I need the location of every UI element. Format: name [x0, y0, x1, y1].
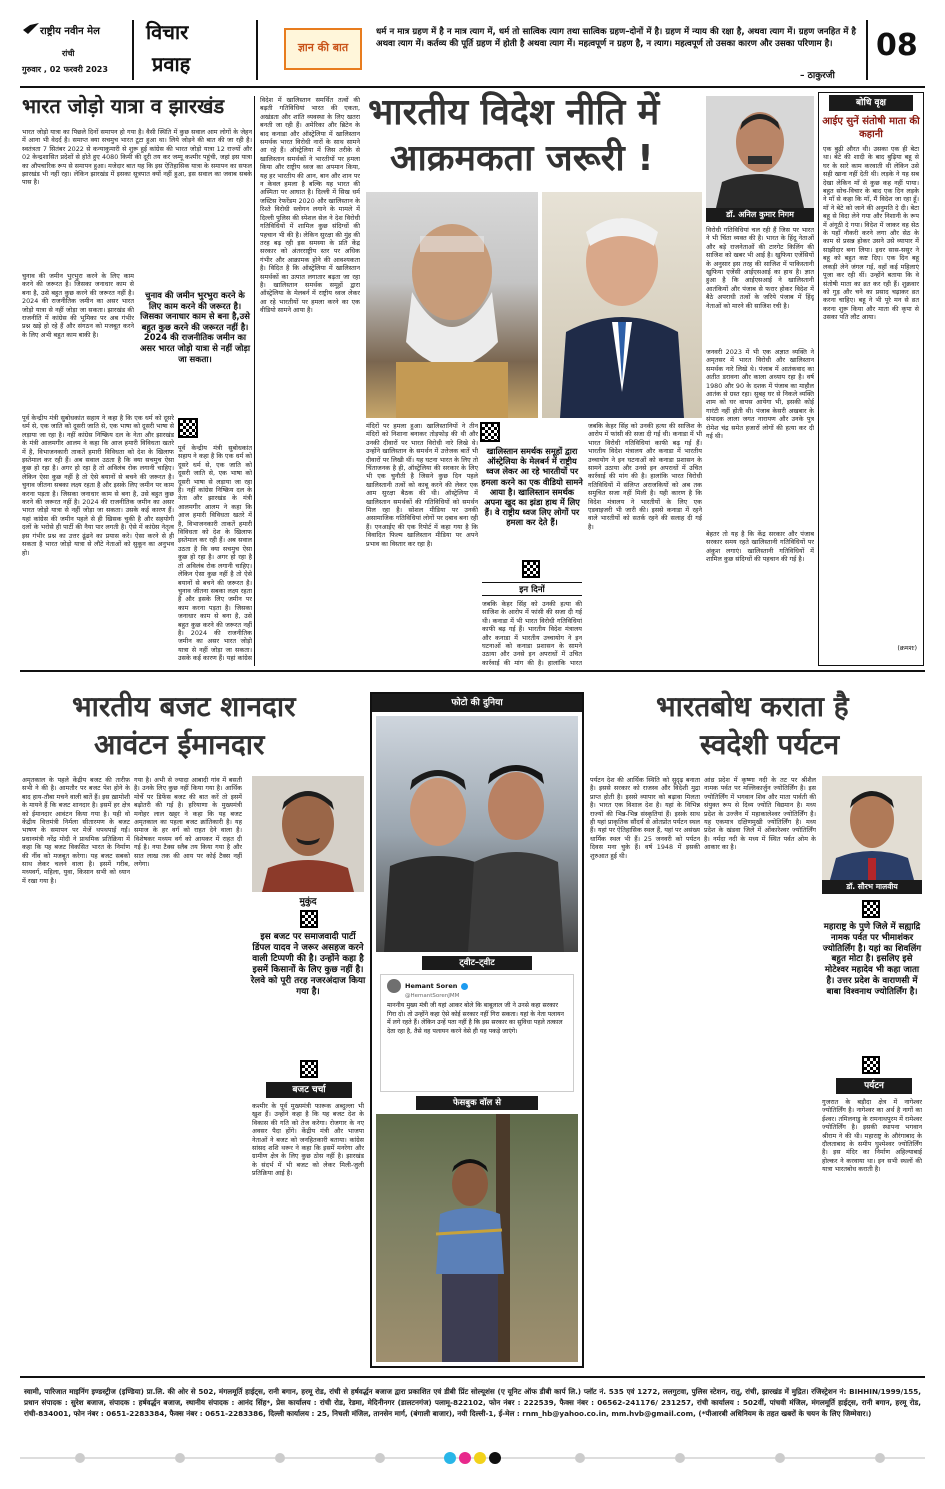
- khalistan-body-3-cont: जबकि केहर सिंह को उनकी हत्या की साजिश के आरोप में फांसी की सजा दी गई थी। कनाडा में भी भारत विरोधी गतिविधियां काफी बढ़ गई हैं। भारतीय विदेश मंत्रालय और कनाडा में भारतीय उच्चायोग ने इन घटनाओं को कनाडा प्रशासन के सामने उठाया और उनसे इन अपराधों में उचित कार्रवाई की मांग की है। हालांकि भारत विरोधी गतिविधियों में संलिप्त अराजकियों को अब तक समुचित सजा नहीं मिली है। यही कारण है कि विदेश मंत्रालय ने भारतीयों के लिए एक एडवाइजरी भी जारी की। इससे कनाडा में रहने वाले भारतीयों को सतर्क रहने की सलाह दी गई है।: [588, 422, 702, 531]
- tweet-avatar: [387, 979, 401, 993]
- gyan-badge-text: ज्ञान की बात: [297, 41, 349, 54]
- modi-photo: [366, 192, 538, 418]
- budget-section-label: बजट चर्चा: [266, 1082, 352, 1098]
- khalistan-body-2: मंदिरों पर हमला हुआ। खालिस्तानियों ने तीन मंदिरों को निशाना बनाकर तोड़फोड़ की थी और उनकी दीवारों पर भारत विरोधी नारे लिखे थे। उन्होंने खालिस्तान के समर्थन में उत्तेजक बातें भी दीवारों पर लिखी थीं। यह घटना भारत के लिए तो चिंताजनक है ही, ऑस्ट्रेलिया की सरकार के लिए भी एक चुनौती है जिसने कुछ दिन पहले खालिस्तानी तत्वों को काबू करने की लेकर एक आम सुरक्षा बैठक की थी। ऑस्ट्रेलिया में खालिस्तान समर्थकों की गतिविधियों को समर्थन मिल रहा है। सोशल मीडिया पर उनकी असामाजिक गतिविधियां लोगों पर दबाव बना रही हैं। एनआईए की एक रिपोर्ट में कहा गया है कि विवादित फिल्म खालिस्तान मीडिया पर अपने प्रभाव का विस्तार कर रहा है।: [366, 422, 478, 548]
- bharat-jodo-body-3: पूर्व केन्द्रीय मंत्री सुबोधकांत सहाय ने कहा है कि एक धर्म को दूसरे धर्म से, एक जाति को दूसरी जाति से, एक भाषा को दूसरी भाषा से लड़ाया जा रहा है। नहीं कांग्रेस निष्क्रिय दल के नेता और झारखंड के मंत्री आलमगीर आलम ने कहा कि आज हमारी विविधता खतरे में है, विभाजनकारी ताकतें हमारी विविधता को देश के खिलाफ इस्तेमाल कर रही हैं। अब सवाल उठता है कि क्या सचमुच ऐसा कुछ हो रहा है। अगर हो रहा है तो अविलंब रोक लगानी चाहिए। लेकिन ऐसा कुछ नहीं है तो ऐसे बयानों से बचने की जरूरत है। चुनाव जीतना सबका लक्ष्य रहता है और इसके लिए जमीन पर काम करना पड़ता है। जिसका जनाधार काम से बना है, उसे बहुत कुछ करने की जरूरत नहीं है। 2024 की राजनीतिक जमीन का असर भारत जोड़ो यात्रा से नहीं जोड़ा जा सकता। उसके कई कारण हैं। यहां कांग्रेस की जमीन पहले से ही खिसक चुकी है और सहयोगी दलों के भरोसे ही पार्टी की नैया पार लगती है। ऐसे में कांग्रेस नेतृत्व इस गंभीर प्रश्न का उत्तर ढूंढने का प्रयास करे। ऐसा करने से ही सकता है भारत जोड़ो यात्रा से लौटे नेताओं को सुकून का अनुभव हो।: [22, 414, 174, 557]
- bodh-vriksh-headline: आईए सुनें संतोषी माता की कहानी: [822, 116, 920, 140]
- verified-icon: [461, 983, 468, 990]
- budget-headline-1: भारतीय बजट शानदार: [72, 690, 296, 723]
- khalistan-body-3: जबकि केहर सिंह को उनकी हत्या की साजिश के आरोप में फांसी की सजा दी गई थी। कनाडा में भी भारत विरोधी गतिविधियां काफी बढ़ गई हैं। भारतीय विदेश मंत्रालय और कनाडा में भारतीय उच्चायोग ने इन घटनाओं को कनाडा प्रशासन के सामने उठाया और उनसे इन अपराधों में उचित कार्रवाई की मांग की है। हालांकि भारत: [482, 600, 582, 666]
- tweet-tag: ट्वीट–ट्वीट: [422, 956, 532, 970]
- page-number: 08: [876, 28, 918, 63]
- paryatan-body-3: गुजरात के बड़ौदा क्षेत्र में नागेश्वर ज्योतिर्लिंग है। नागेश्वर का अर्थ है नागों का ईश्वर। तमिलनाडु के रामनाथपुरम में रामेश्वर ज्योतिर्लिंग है। इसकी स्थापना भगवान श्रीराम ने की थी। महाराष्ट्र के औरंगाबाद के दौलताबाद के समीप घुश्मेश्वर ज्योतिर्लिंग है। इस मंदिर का निर्माण अहिल्याबाई होल्कर ने करवाया था। इन सभी स्थलों की यात्रा भारतबोध कराती है।: [822, 1098, 922, 1174]
- paryatan-headline-1: भारतबोध कराता है: [656, 690, 849, 723]
- author-mukund-caption: मुकुंद: [299, 897, 317, 907]
- qr-code-icon: [300, 910, 318, 928]
- author-mukund-photo: [252, 776, 364, 892]
- khalistan-pull-quote: खालिस्तान समर्थक समूहों द्वारा ऑस्ट्रेलिया के मेलबर्न में राष्ट्रीय ध्वज लेकर आ रहे भारतीयों पर हमला करने का एक वीडियो सामने आया है। खालिस्तान समर्थक अपना खुद का झंडा हाथ में लिए हैं। वे राष्ट्रीय ध्वज लिए लोगों पर हमला कर देते हैं।: [481, 446, 583, 528]
- bodh-vriksh-body: एक बुढ़ी औरत थी। उसका एक ही बेटा था। बेटे की शादी के बाद बुढ़िया बहू से घर के सारे काम करवाती थी लेकिन उसे सही खाना नहीं देती थी। लड़के ने यह सब देखा लेकिन माँ से कुछ कह नहीं पाया। बहुत सोच-विचार के बाद एक दिन लड़के ने माँ से कहा कि माँ, मैं विदेश जा रहा हूँ। माँ ने बेटे को जाने की अनुमति दे दी। बेटा बहू से विदा लेने गया और निशानी के रूप में अंगूठी दे गया। विदेश में जाकर वह सेठ के यहाँ नौकरी करने लगा और सेठ के काम से प्रसन्न होकर उसने उसे व्यापार में साझीदार बना लिया। इधर सास-ससुर ने बहू को बहुत कष्ट दिए। एक दिन बहू लकड़ी लेने जंगल गई, वहाँ कई महिलाएं पूजा कर रही थीं। उन्होंने बताया कि वे संतोषी माता का व्रत कर रही हैं। शुक्रवार को गुड़ और चने का प्रसाद चढ़ाकर व्रत करना चाहिए। बहू ने भी पूरे मन से व्रत करना शुरू किया और माता की कृपा से उसका पति लौट आया।: [823, 145, 919, 322]
- tweet-text: माननीय मुख्य मंत्री जी यहां आकर बोले कि बाबूलाल जी ने उनसे कहा सरकार गिरा दो। तो उन्होंने कहा ऐसे कोई सरकार नहीं गिरा सकता। यहां के नेता पलायन में लगे रहते हैं। लेकिन उन्हें पता नहीं है कि इस सरकार का सुविधा पहले तत्काल देता रहा है, तैसे वह पलायन करने वेसे ही यह पकड़े जाएंगे।: [387, 1002, 564, 1035]
- gyan-badge: [284, 28, 362, 70]
- fb-tag: फेसबुक वॉल से: [416, 1096, 538, 1110]
- videsh-niti-headline-2: आक्रमकता जरूरी !: [390, 138, 654, 179]
- quote-author: – ठाकुरजी: [800, 71, 835, 81]
- section-title-2: प्रवाह: [152, 52, 191, 76]
- qr-code-icon: [178, 418, 198, 438]
- celebrity-photo: [376, 716, 578, 952]
- paper-name: राष्ट्रीय नवीन मेल: [40, 26, 100, 37]
- budget-body-2: गया है। अभी से ज्यादा आबादी गांव में बसती है। उनके लिए कुछ नहीं किया गया है। आर्थिक मोर्चे पर डिफेंस बजट की बात करें तो इसमें बढ़ोतरी की गई है। हरियाणा के मुख्यमंत्री मनोहर लाल खट्टर ने कहा कि यह बजट अमृतकाल का पहला बजट क्रांतिकारी है। यह समाज के हर वर्ग को राहत देने वाला है। विशेषकर मध्यम वर्ग को आयकर में राहत दी गई है। नया टैक्स स्लैब तय किया गया है और सात लाख तक की आय पर कोई टैक्स नहीं लगेगा।: [134, 776, 242, 869]
- masthead: [20, 18, 925, 84]
- daily-quote: धर्म न मात्र ग्रहण में है न मात्र त्याग में, धर्म तो सात्विक त्याग तथा सात्विक ग्रहण–दोनों में है। ग्रहण में न्याय की रक्षा है, अथवा त्याग में। ग्रहण जनहित में है अथवा त्याग में। कर्तव्य की पूर्ति ग्रहण में होती है अथवा त्याग में। महत्वपूर्ण न ग्रहण है, न त्याग। महत्वपूर्ण तो उसका कारण और उसका परिणाम है।: [376, 27, 856, 49]
- paryatan-headline-2: स्वदेशी पर्यटन: [700, 728, 840, 761]
- videsh-niti-headline-1: भारतीय विदेश नीति में: [368, 92, 660, 133]
- qr-code-icon: [300, 1060, 318, 1078]
- budget-headline-2: आवंटन ईमानदार: [94, 728, 265, 761]
- masthead-city: रांची: [62, 49, 75, 58]
- budget-pull-quote: इस बजट पर समाजवादी पार्टी डिंपल यादव ने जरूर असहज करने वाली टिप्पणी की है। उन्होंने कहा है इसमें किसानों के लिए कुछ नहीं है। रेलवे को पूरी तरह नजरअंदाज किया गया है।: [250, 932, 366, 997]
- author-nigam-caption: डॉ. अनिल कुमार निगम: [706, 208, 814, 222]
- newspaper-logo: [22, 22, 122, 40]
- color-registration-bar: [20, 1448, 925, 1468]
- bharat-jodo-pull-quote: चुनाव की जमीन भुरभुरा करने के लिए काम करने की जरूरत है। जिसका जनाधार काम से बना है,उसे बहुत कुछ करने की जरूरत नहीं है। 2024 की राजनीतिक जमीन का असर भारत जोड़ो यात्रा से नहीं जोड़ा जा सकता।: [139, 290, 251, 364]
- paryatan-pull-quote: महाराष्ट्र के पुणे जिले में सह्याद्रि नामक पर्वत पर भीमाशंकर ज्योतिर्लिंग है। यहां का शिवलिंग बहुत मोटा है। इसलिए इसे मोटेश्वर महादेव भी कहा जाता है। उत्तर प्रदेश के वाराणसी में बाबा विश्वनाथ ज्योतिर्लिंग है।: [822, 922, 922, 997]
- videsh-niti-body-1: विरोधी गतिविधियां चल रही हैं जिस पर भारत ने भी चिंता व्यक्त की है। भारत के हिंदू नेताओं और बड़े राजनेताओं की टारगेट किलिंग की साजिश को खबर भी आई है। खुफिया एजेंसियों के अनुसार इस तरह की साजिश में पाकिस्तानी खुफिया एजेंसी आईएसआई का हाथ है। ज्ञात हुआ है कि आईएसआई ने खालिस्तानी आतंकियों और पंजाब से फरार होकर विदेश में बैठे अपराधी तत्वों के जरिये पंजाब में हिंदू नेताओं को मारने की साजिश रची है।: [706, 226, 814, 310]
- khalistan-body-1: विदेश में खालिस्तान समर्थित तत्वों की बढ़ती गतिविधियां भारत की एकता, अखंडता और शांति व्यवस्था के लिए खतरा बनती जा रही हैं। अमेरिका और ब्रिटेन के बाद कनाडा और ऑस्ट्रेलिया में खालिस्तान समर्थक भारत विरोधी नारों के साथ सामने आ रहे हैं। ऑस्ट्रेलिया में जिस तरीके से खालिस्तान समर्थकों ने भारतीयों पर हमला किया और राष्ट्रीय ध्वज का अपमान किया, यह हर भारतीय की आन, बान और शान पर न केवल हमला है बल्कि यह भारत की अस्मिता पर आघात है। दिल्ली में सिख धर्म जस्टिस रेफरेंडम 2020 और खालिस्तान के रिश्ते विरोधी स्लोगन लगाने के मामले में दिल्ली पुलिस की स्पेशल सेल ने देश विरोधी गतिविधियों में शामिल कुछ संदिग्धों की पहचान भी की है। लेकिन सुरक्षा की मुंह की तरह बढ़ रही इस समस्या के प्रति केंद्र सरकार को अंतरराष्ट्रीय स्तर पर अधिक गंभीर और आक्रामक होने की आवश्यकता है। विदित है कि ऑस्ट्रेलिया में खालिस्तान समर्थकों का उत्पात लगातार बढ़ता जा रहा है। खालिस्तान समर्थक समूहों द्वारा ऑस्ट्रेलिया के मेलबर्न में राष्ट्रीय ध्वज लेकर आ रहे भारतीयों पर हमला करने का एक वीडियो सामने आया है।: [260, 96, 360, 315]
- author-malviya-photo: [822, 776, 922, 880]
- qr-code-icon: [862, 900, 880, 918]
- bodh-vriksh-continued: (क्रमशः): [897, 644, 917, 652]
- foto-ki-duniya-box: [370, 692, 584, 1368]
- budget-body-1: अमृतकाल के पहले केंद्रीय बजट की तारीफ़ सभी ने की है। आमतौर पर बजट पेश होने के बाद हाय-तौबा मचने वाली बातें हैं। इस ख़ामोशी के मायने हैं कि बजट शानदार है। इसमें हर क्षेत्र को ईमानदार आवंटन किया गया है। यही वो केंद्रीय वित्तमंत्री निर्मला सीतारमण के बजट भाषण के समापन पर मेजें थपथपाई गईं। प्रधानमंत्री नरेंद्र मोदी ने प्राथमिक प्रतिक्रिया में कहा कि यह बजट विकसित भारत के निर्माण की नींव को मजबूत करेगा। यह बजट सबको साथ लेकर चलने वाला है। इसमें गरीब, मध्यवर्ग, महिला, युवा, किसान सभी को ध्यान में रखा गया है।: [22, 776, 130, 885]
- paryatan-body-2: आंध्र प्रदेश में कृष्णा नदी के तट पर श्रीशैल नामक पर्वत पर मल्लिकार्जुन ज्योतिर्लिंग है। इस ज्योतिर्लिंग में भगवान शिव और माता पार्वती की संयुक्त रूप से दिव्य ज्योति विद्यमान है। मध्य प्रदेश के उज्जैन में महाकालेश्वर ज्योतिर्लिंग है। यह एकमात्र दक्षिणमुखी ज्योतिर्लिंग है। मध्य प्रदेश के खंडवा जिले में ओंकारेश्वर ज्योतिर्लिंग है। नर्मदा नदी के मध्य में स्थित पर्वत ओम के आकार का है।: [704, 776, 816, 852]
- foto-ki-duniya-tag: फोटो की दुनिया: [372, 694, 582, 712]
- bharat-jodo-body-1: भारत जोड़ो यात्रा का पिछले दिनों समापन हो गया है। वैसी स्थिति में कुछ सवाल आम लोगों के जेहन में आना भी वेदर्द है। समाप्त क्या सचमुच भारत टूटा हुआ था। लिये जोड़ने की बात की जा रही है। स्वतंत्रता 7 सितंबर 2022 से कन्याकुमारी से शुरू हुई कांग्रेस की भारत जोड़ो यात्रा 12 राज्यों और 02 केन्द्रशासित प्रदेशों से होते हुए 4080 किमी की दूरी तय कर जम्मू कश्मीर पहुंची, जहां इस यात्रा का औपचारिक रूप से समापन हुआ। मजेदार बात यह कि इस ऐतिहासिक यात्रा के समापन का सफल झारखंड भी नहीं रहा। लेकिन झारखंड में इसका सूत्रपात क्यों नहीं हुआ, इस सवाल का जवाब सबके पास है।: [22, 128, 252, 187]
- tweet-handle: @HemantSorenJMM: [405, 993, 460, 999]
- bird-icon: [22, 22, 40, 36]
- paryatan-body-1: पर्यटन देश की आर्थिक स्थिति को सुदृढ़ बनाता है। इससे सरकार को राजस्व और विदेशी मुद्रा प्राप्त होती है। इससे व्यापार को बढ़ावा मिलता है। भारत एक विशाल देश है। यहां के विभिन्न राज्यों की भिन्न-भिन्न संस्कृतियां हैं। इसके साथ ही यहां प्राकृतिक सौंदर्य से ओतप्रोत पर्यटन स्थल हैं। यहां पर ऐतिहासिक स्थल हैं, यहां पर असंख्य धार्मिक स्थल भी हैं। 25 जनवरी को पर्यटन दिवस मना चुके हैं। वर्ष 1948 में इसकी शुरुआत हुई थी।: [590, 776, 700, 860]
- masthead-date: गुरुवार , 02 फरवरी 2023: [22, 65, 108, 74]
- tweet-name: Hemant Soren: [405, 982, 458, 990]
- author-nigam-photo: [706, 96, 814, 208]
- bodh-vriksh-box: [818, 92, 924, 666]
- qr-code-icon: [522, 560, 540, 578]
- bharat-jodo-body-3-cont: पूर्व केन्द्रीय मंत्री सुबोधकांत सहाय ने कहा है कि एक धर्म को दूसरे धर्म से, एक जाति को दूसरी जाति से, एक भाषा को दूसरी भाषा से लड़ाया जा रहा है। नहीं कांग्रेस निष्क्रिय दल के नेता और झारखंड के मंत्री आलमगीर आलम ने कहा कि आज हमारी विविधता खतरे में है, विभाजनकारी ताकतें हमारी विविधता को देश के खिलाफ इस्तेमाल कर रही हैं। अब सवाल उठता है कि क्या सचमुच ऐसा कुछ हो रहा है। अगर हो रहा है तो अविलंब रोक लगानी चाहिए। लेकिन ऐसा कुछ नहीं है तो ऐसे बयानों से बचने की जरूरत है। चुनाव जीतना सबका लक्ष्य रहता है और इसके लिए जमीन पर काम करना पड़ता है। जिसका जनाधार काम से बना है, उसे बहुत कुछ करने की जरूरत नहीं है। 2024 की राजनीतिक जमीन का असर भारत जोड़ो यात्रा से नहीं जोड़ा जा सकता। उसके कई कारण हैं। यहां कांग्रेस: [178, 444, 252, 662]
- paryatan-section-label: पर्यटन: [836, 1078, 912, 1094]
- videsh-niti-body-3: बेहतर तो यह है कि केंद्र सरकार और पंजाब सरकार समय रहते खालिस्तानी गतिविधियों पर अंकुश लगाएं। खालिस्तानी गतिविधियों में शामिल कुछ संदिग्धों की पहचान की गई है।: [706, 530, 814, 564]
- bharat-jodo-body-2: चुनाव की जमीन भुरभुरा करने के लिए काम करने की जरूरत है। जिसका जनाधार काम से बना है, उसे बहुत कुछ करने की जरूरत नहीं है। 2024 की राजनीतिक जमीन का असर भारत जोड़ो यात्रा से नहीं जोड़ा जा सकता। झारखंड की राजनीति में कांग्रेस की भूमिका पर अब गंभीर प्रश्न खड़े हो रहे हैं और संगठन को मजबूत करने के लिए अभी बहुत काम बाकी है।: [22, 272, 134, 339]
- qr-code-icon: [862, 1056, 880, 1074]
- footer-imprint: स्वामी, पारिजात माइनिंग इण्डस्ट्रीज (इण्डिया) प्रा.लि. की ओर से 502, मंगलमूर्ति हाईट्स, रानी बगान, हरमू रोड, रांची से हर्षवर्द्धन बजाज द्वारा प्रकाशित एवं डीबी प्रिंट सोल्यूशंस (ए यूनिट ऑफ डीबी कार्प लि.) प्लॉट नं. 535 एवं 1272, ललगुटवा, पुलिस स्टेशन, रातू, रांची, झारखंड में मुद्रित। रजिस्ट्रेशन नं: BIHHIN/1999/155, प्रधान संपादक : सुरेश बजाज, संपादक : हर्षवर्द्धन बजाज, स्थानीय संपादक : आनंद सिंह*, प्रेस कार्यालय : रांची रोड, रेडमा, मेदिनीनगर (डालटनगंज) पलामू-822102, फोन नंबर : 222539, फैक्स नंबर : 06562-241176/ 231257, रांची कार्यालय : 502वीं, पांचवी मंजिल, मंगलमूर्ति हाईट्स, रानी बगान, हरमू रोड, रांची-834001, फोन नंबर : 0651-2283384, फैक्स नंबर : 0651-2283386, दिल्ली कार्यालय : 25, निचली मंजिल, तानसेन मार्ग, (बंगाली बाजार), नयी दिल्ली-1, ई-मेल : rnm_hb@yahoo.co.in, mm.hvb@gmail.com, (*पीआरबी अधिनियम के तहत खबरों के चयन के लिए जिम्मेवार।): [24, 1387, 921, 1418]
- in-dino-label: इन दिनों: [482, 582, 582, 596]
- facebook-photo: [376, 1114, 578, 1362]
- bharat-jodo-headline: भारत जोड़ो यात्रा व झारखंड: [22, 94, 225, 118]
- budget-body-3: कश्मीर के पूर्व मुख्यमंत्री फारूक अब्दुल्ला भी खुश हैं। उन्होंने कहा है कि यह बजट देश के विकास की गति को तेज करेगा। रोजगार के नए अवसर पैदा होंगे। केंद्रीय मंत्री और भाजपा नेताओं ने बजट को जनहितकारी बताया। कांग्रेस सांसद शशि थरूर ने कहा कि इसमें मनरेगा और ग्रामीण क्षेत्र के लिए कुछ ठोस नहीं है। झारखंड के संदर्भ में भी बजट को लेकर मिली-जुली प्रतिक्रिया आई है।: [252, 1102, 364, 1178]
- biden-photo: [542, 192, 702, 418]
- author-malviya-caption: डॉ. सौरभ मालवीय: [822, 880, 922, 894]
- section-title-1: विचार: [146, 20, 189, 44]
- bodh-vriksh-tag: बोधि वृक्ष: [829, 95, 913, 111]
- videsh-niti-body-2: जनवरी 2023 में भी एक अज्ञात व्यक्ति ने अमृतसर में भारत विरोधी और खालिस्तान समर्थक नारे लिखे थे। पंजाब में आतंकवाद का अतीत डरावना और काला अध्याय रहा है। वर्ष 1980 और 90 के दशक में पंजाब का माहौल आतंक से ग्रस्त रहा। सुबह घर से निकले व्यक्ति शाम को घर वापस आयेगा भी, इसकी कोई गारंटी नहीं होती थी। पंजाब केसरी अखबार के संपादक लाला जगत नारायण और उनके पुत्र रोमेश चंद्र समेत हजारों लोगों की हत्या कर दी गई थी।: [706, 348, 814, 441]
- qr-code-icon: [480, 422, 500, 442]
- tweet-card: [380, 974, 574, 1092]
